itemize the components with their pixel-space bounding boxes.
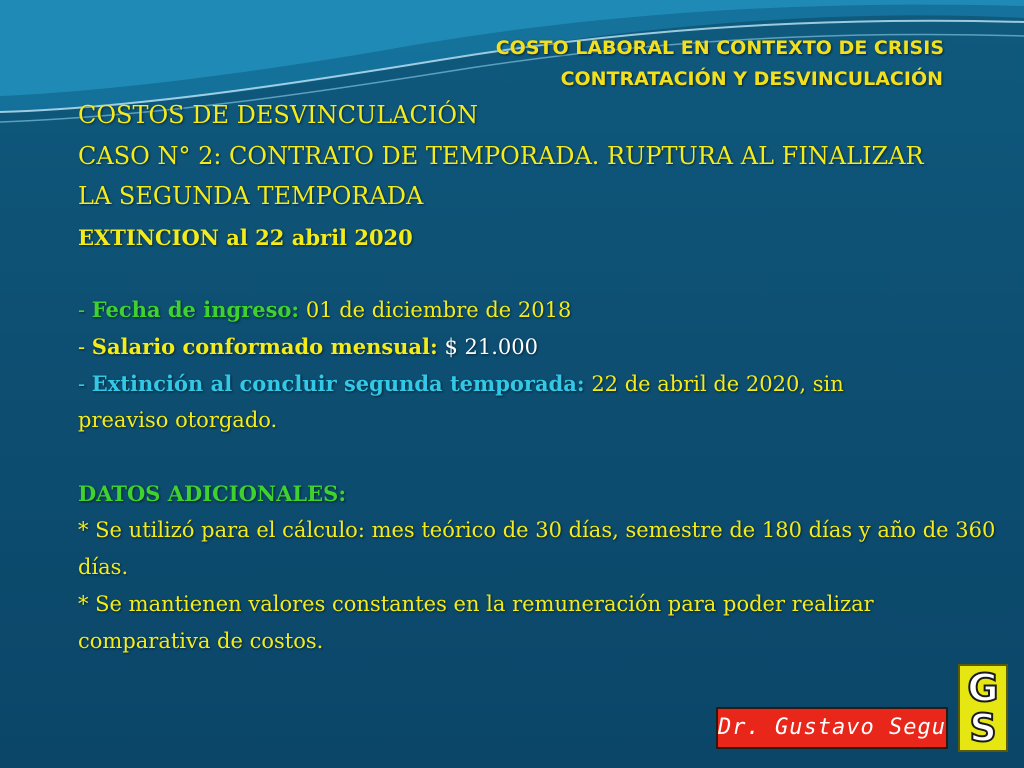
case-title-line2: LA SEGUNDA TEMPORADA <box>78 182 424 210</box>
logo-letter-s: S <box>969 706 997 750</box>
item-dash: - <box>78 372 92 396</box>
logo-letter-g: G <box>967 666 999 710</box>
section-title: COSTOS DE DESVINCULACIÓN <box>78 101 479 129</box>
header-title: COSTO LABORAL EN CONTEXTO DE CRISIS <box>495 37 944 59</box>
case-title-line1: CASO N° 2: CONTRATO DE TEMPORADA. RUPTURA AL FINALIZAR <box>78 142 924 170</box>
author-signature: Dr. Gustavo Segu <box>716 707 948 749</box>
item-label: Extinción al concluir segunda temporada: <box>91 371 585 396</box>
item-extincion-continued: preaviso otorgado. <box>78 408 278 432</box>
item-label: Salario conformado mensual: <box>91 334 438 359</box>
item-label: Fecha de ingreso: <box>91 297 300 322</box>
extinction-date: EXTINCION al 22 abril 2020 <box>78 225 413 250</box>
note2-line2: comparativa de costos. <box>78 629 324 653</box>
header-subtitle: CONTRATACIÓN Y DESVINCULACIÓN <box>560 68 943 90</box>
item-value: $ 21.000 <box>437 335 538 359</box>
item-extincion <box>78 371 844 396</box>
note1-line1: * Se utilizó para el cálculo: mes teórico de 30 días, semestre de 180 días y año de 360 <box>78 518 996 542</box>
additional-data-title: DATOS ADICIONALES: <box>78 481 347 506</box>
item-value: 22 de abril de 2020, sin <box>584 372 844 396</box>
item-salario <box>78 334 538 359</box>
item-dash: - <box>78 298 92 322</box>
gs-logo <box>958 664 1008 752</box>
item-value: 01 de diciembre de 2018 <box>299 298 572 322</box>
item-dash: - <box>78 335 92 359</box>
note1-line2: días. <box>78 555 129 579</box>
item-fecha-ingreso <box>78 297 571 322</box>
note2-line1: * Se mantienen valores constantes en la remuneración para poder realizar <box>78 592 874 616</box>
